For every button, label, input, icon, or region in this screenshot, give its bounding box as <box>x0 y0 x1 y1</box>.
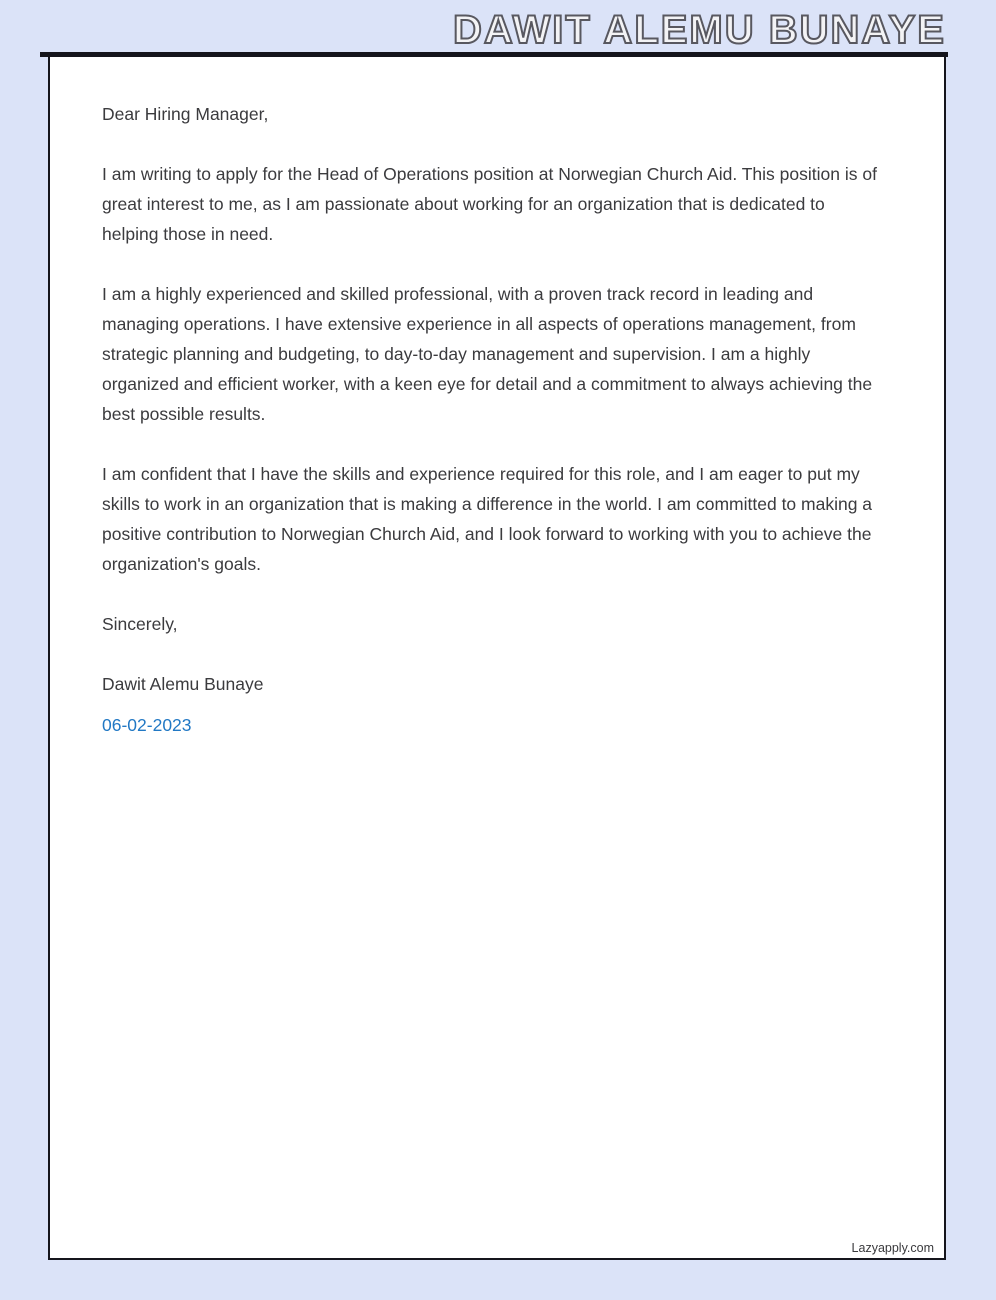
closing: Sincerely, <box>102 614 178 634</box>
letter-paragraph-2: I am a highly experienced and skilled professional, with a proven track record in leading and managing operations. I have extensive experience in all aspects of operations management, from strategic planning and budgeting, to day-to-day management and supervision. I am a highly organized and efficient worker, with a keen eye for detail and a commitment to always achieving the best possible results. <box>102 284 873 424</box>
letter-date: 06-02-2023 <box>102 715 192 735</box>
letter-paragraph-1: I am writing to apply for the Head of Operations position at Norwegian Church Aid. This position is of great interest to me, as I am passionate about working for an organization that is dedicated to helping those in need. <box>102 164 877 244</box>
letter-paragraph-3: I am confident that I have the skills and experience required for this role, and I am eager to put my skills to work in an organization that is making a difference in the world. I am committed to making a positive contribution to Norwegian Church Aid, and I look forward to working with you to achieve the organization's goals. <box>102 464 873 574</box>
salutation: Dear Hiring Manager, <box>102 104 269 124</box>
applicant-name-heading: DAWIT ALEMU BUNAYE <box>452 8 946 52</box>
document-header <box>0 0 996 52</box>
signature-name: Dawit Alemu Bunaye <box>102 674 264 694</box>
letter-body <box>50 57 944 740</box>
letter-page <box>48 57 946 1260</box>
brand-watermark: Lazyapply.com <box>851 1241 934 1255</box>
